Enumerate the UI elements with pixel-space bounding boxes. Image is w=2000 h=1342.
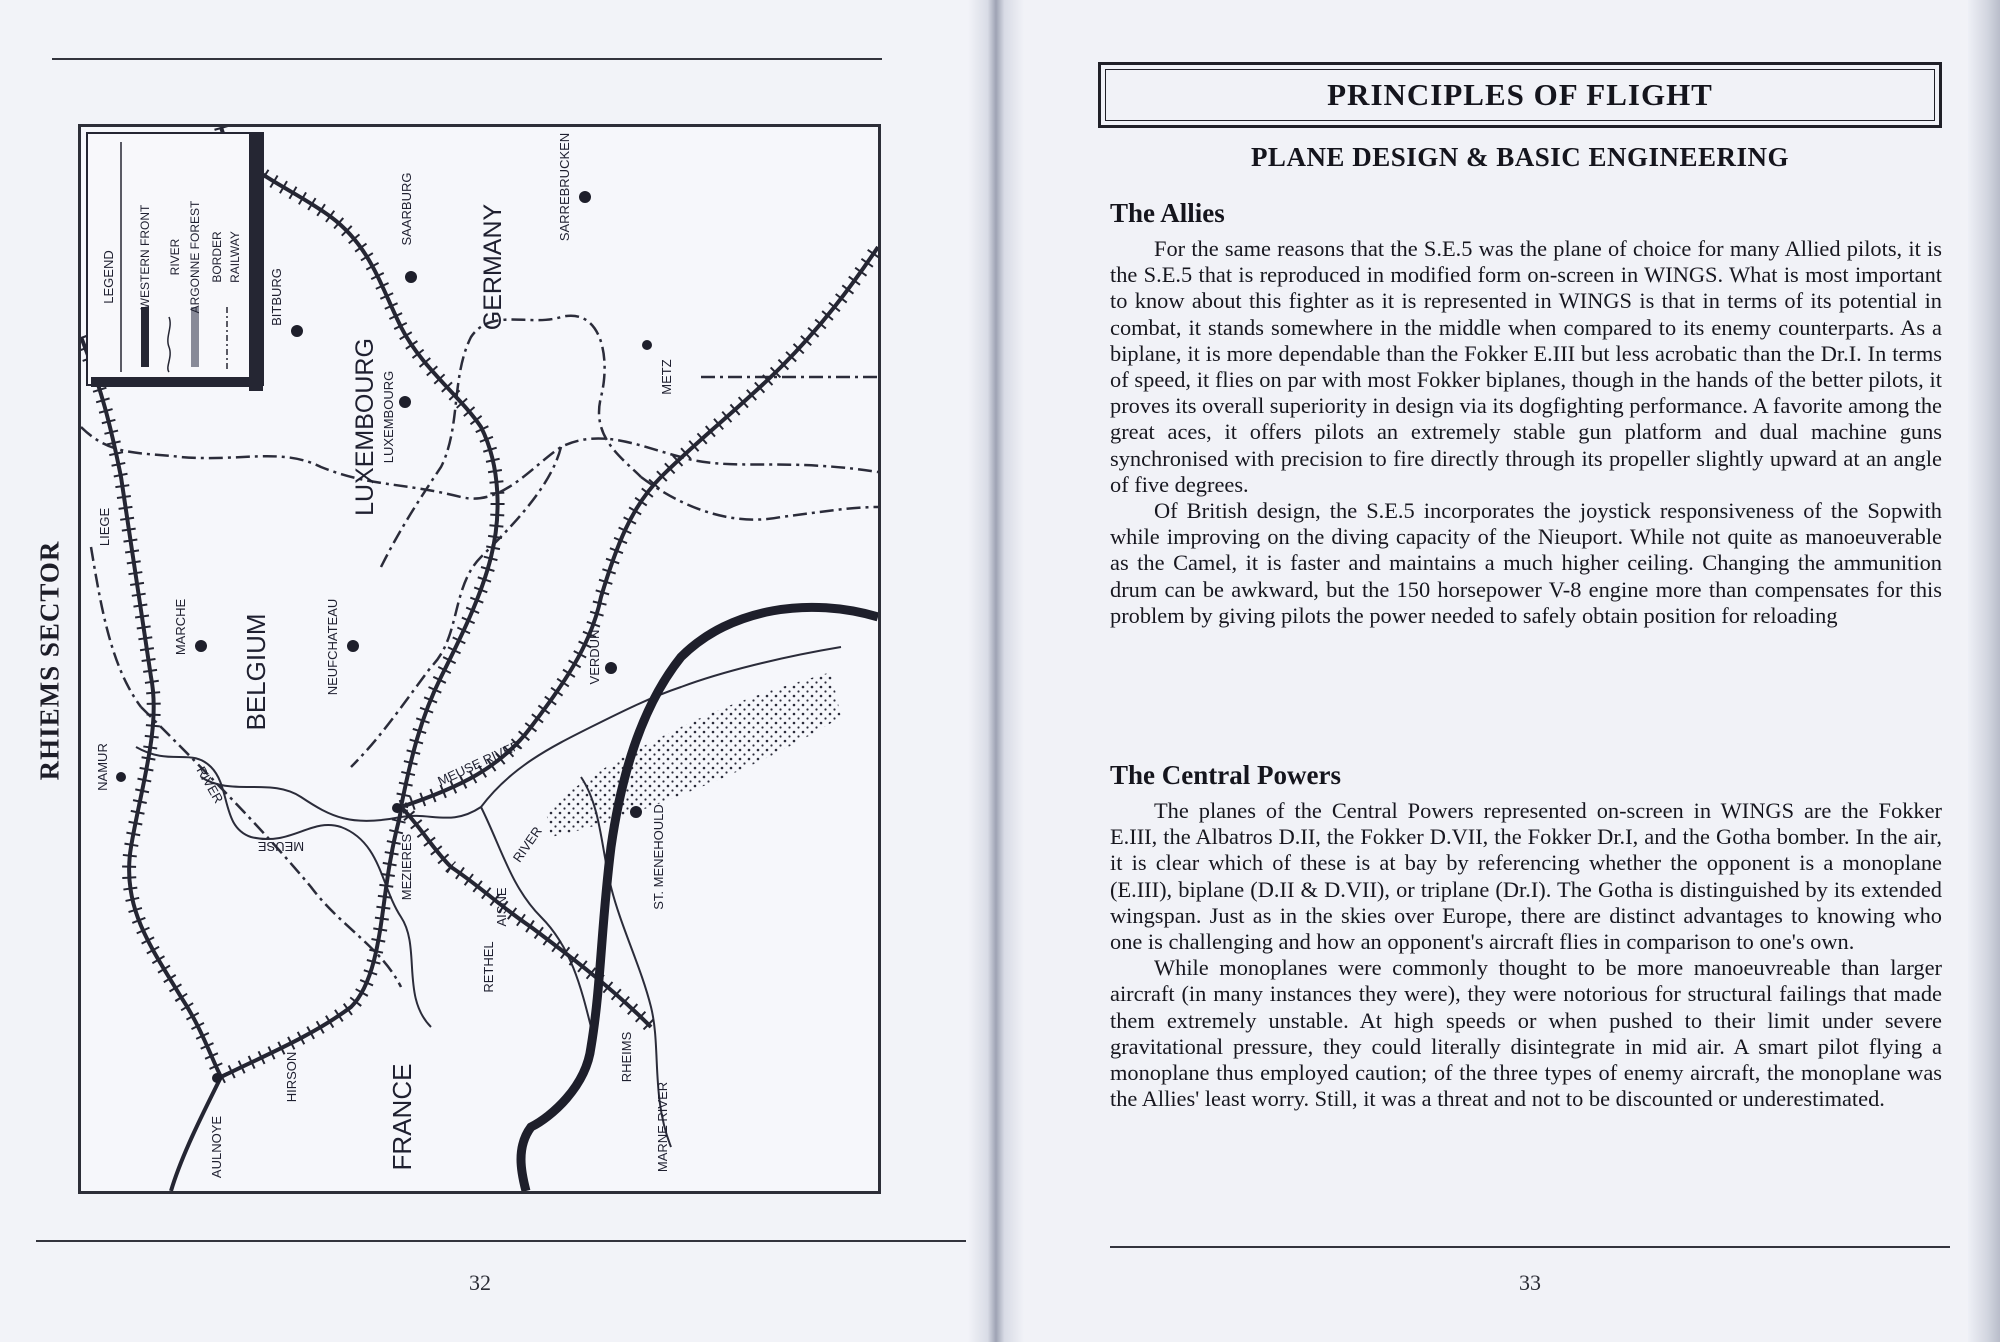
chapter-title: PRINCIPLES OF FLIGHT [1327, 77, 1713, 112]
page-edge-shadow [1968, 0, 2000, 1342]
river-label-river-1: RIVER [193, 763, 227, 806]
allies-paragraph-1: For the same reasons that the S.E.5 was the plane of choice for many Allied pilots, it is the S.E.5 that is reproduced in modified form on-screen in WINGS. What is most important to know about this fighter as it is represented in WINGS is that in terms of its potential in combat, it stands somewhere in the middle when compared to its enemy counterparts. As a biplane, it is more dependable than the Fokker E.III but less acrobatic than the Dr.I. In terms of speed, it flies on par with most Fokker biplanes, though in the hands of the better pilots, it proves its overall superiority in design via its dogfighting performance. A favorite among the great aces, it offers pilots an extremely stable gun platform and dual machine guns synchronised with precision to fire directly through its propeller slightly upward at an angle of five degrees. [1110, 236, 1942, 497]
heading-central-powers: The Central Powers [1110, 760, 1341, 790]
aulnoye-marker [212, 1073, 222, 1083]
river-label-aisne: AISNE [494, 887, 509, 927]
saarburg-marker [405, 271, 417, 283]
luxembourg-marker [399, 396, 411, 408]
town-bitburg: BITBURG [269, 268, 284, 326]
section-subtitle: PLANE DESIGN & BASIC ENGINEERING [1250, 142, 1790, 172]
left-page-number: 32 [469, 1270, 491, 1295]
chapter-title-box [1098, 62, 1942, 128]
town-metz: METZ [659, 359, 674, 395]
town-luxembourg: LUXEMBOURG [381, 370, 396, 464]
central-powers-paragraph-1: The planes of the Central Powers represented on-screen in WINGS are the Fokker E.III, the Albatros D.II, the Fokker D.VII, the Fokker Dr.I, and the Gotha bomber. In the air, it is clear which of these is at bay by referencing whether the opponent is a monoplane (E.III), biplane (D.II & D.VII), or triplane (Dr.I). The Gotha is distinguished by its extended wingspan. Just as in the skies over Europe, there are distinct advantages to knowing who one is challenging and how an opponent's aircraft flies in comparison to one's own. [1110, 798, 1942, 955]
river-label-river-2: RIVER [509, 823, 545, 865]
map-drawing [81, 127, 878, 1191]
legend-river: RIVER [168, 238, 182, 276]
town-namur: NAMUR [95, 743, 110, 791]
river-label-meuse-river: MEUSE RIVER [435, 737, 523, 789]
neufchateau-marker [347, 640, 359, 652]
right-bottom-rule [1110, 1246, 1950, 1248]
legend-railway: RAILWAY [228, 231, 242, 283]
sector-label: RHIEMS SECTOR [34, 540, 65, 780]
left-top-rule [52, 58, 882, 60]
argonne-forest [546, 672, 841, 837]
verdun-marker [605, 662, 617, 674]
mezieres-marker [392, 803, 402, 813]
marche-marker [195, 640, 207, 652]
town-rheims: RHEIMS [619, 1031, 634, 1083]
river-label-meuse: MEUSE [257, 839, 305, 854]
book-gutter [968, 0, 1024, 1342]
town-marche: MARCHE [173, 598, 188, 656]
town-neufchateau: NEUFCHATEAU [325, 598, 340, 696]
town-aulnoye: AULNOYE [209, 1115, 224, 1179]
allies-body [1110, 236, 1942, 629]
map-legend [87, 133, 263, 391]
central-powers-paragraph-2: While monoplanes were commonly thought to be more manoeuvreable than larger aircraft (in many instances they were), they were notorious for structural failings that made them extremely unstable. At high speeds or when pushed to their limit under severe gravitational pressure, they could literally disintegrate in mid air. A smart pilot flying a monoplane thus employed caution; of the three types of enemy aircraft, the monoplane was the Allies' least worry. Still, it was a threat and not to be discounted or underestimated. [1110, 955, 1942, 1112]
central-powers-body [1110, 798, 1942, 1112]
country-france: FRANCE [387, 1063, 417, 1171]
namur-marker [116, 772, 126, 782]
metz-marker [642, 340, 652, 350]
town-verdun: VERDUN [587, 629, 602, 685]
country-germany: GERMANY [479, 203, 507, 331]
town-saarburg: SAARBURG [399, 172, 414, 246]
river-label-marne-river: MARNE RIVER [655, 1081, 670, 1173]
st-menehould-marker [630, 806, 642, 818]
town-mezieres: MEZIERES [399, 833, 414, 901]
legend-border: BORDER [210, 231, 224, 283]
town-liege: LIEGE [97, 507, 112, 547]
heading-the-allies: The Allies [1110, 198, 1225, 228]
rhiems-sector-map [78, 124, 881, 1194]
bitburg-marker [291, 325, 303, 337]
allies-paragraph-2: Of British design, the S.E.5 incorporates the joystick responsiveness of the Sopwith while improving on the diving capacity of the Nieuport. While not quite as manoeuverable as the Camel, it is faster and maintains a much higher ceiling. Changing the ammunition drum can be awkward, but the 150 horsepower V-8 engine more than compensates for this problem by giving pilots the power needed to safely obtain position for reloading [1110, 498, 1942, 628]
sarrebrucken-marker [579, 191, 591, 203]
legend-title: LEGEND [101, 250, 116, 304]
left-bottom-rule [36, 1240, 966, 1242]
legend-western-front: WESTERN FRONT [138, 204, 152, 310]
town-hirson: HIRSON [284, 1051, 299, 1103]
country-belgium: BELGIUM [241, 613, 271, 731]
country-luxembourg: LUXEMBOURG [351, 338, 379, 516]
legend-argonne-forest: ARGONNE FOREST [188, 200, 202, 314]
town-st-menehould: ST. MENEHOULD [651, 804, 666, 910]
town-sarrebrucken: SARREBRUCKEN [557, 132, 572, 242]
right-page-number: 33 [1519, 1270, 1541, 1295]
town-rethel: RETHEL [481, 941, 496, 993]
